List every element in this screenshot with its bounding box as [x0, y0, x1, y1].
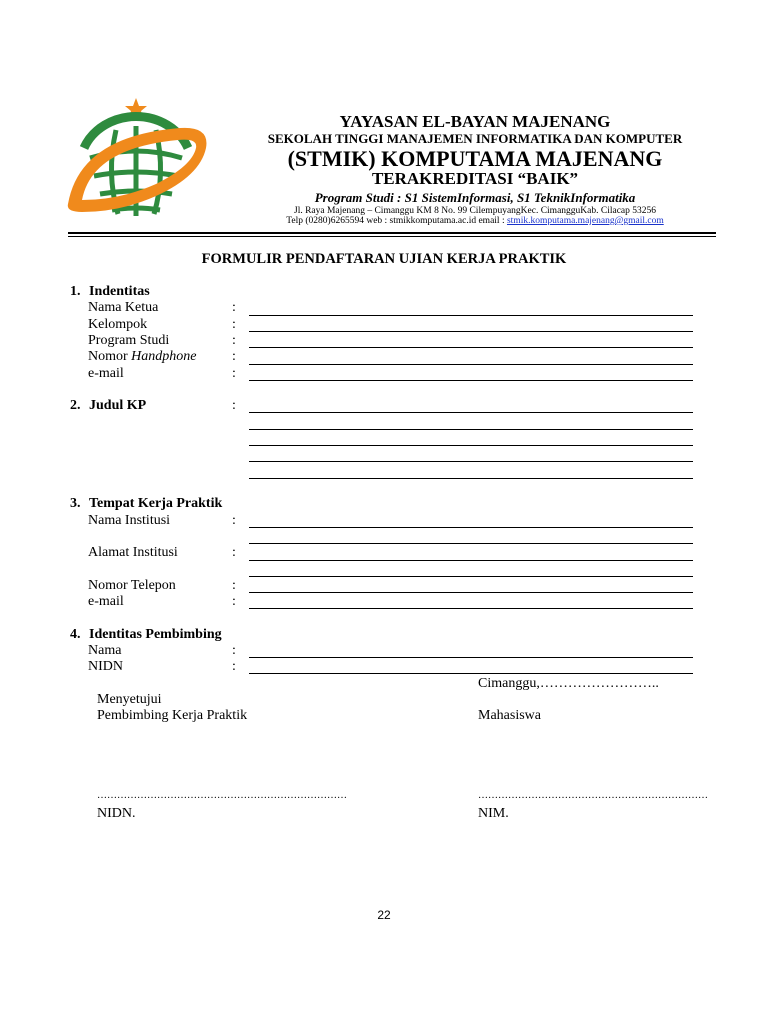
- colon: :: [232, 545, 236, 560]
- colon: :: [232, 300, 236, 315]
- input-line-judul-1[interactable]: [249, 412, 693, 413]
- school-name: SEKOLAH TINGGI MANAJEMEN INFORMATIKA DAN KOMPUTER: [267, 131, 683, 146]
- advisor-signature-line[interactable]: …………………………………………………………………: [97, 790, 347, 801]
- advisor-id-label: NIDN.: [97, 806, 136, 821]
- label-program-studi: Program Studi: [88, 333, 170, 348]
- place-date: Cimanggu,……………………..: [478, 676, 659, 691]
- input-line-nidn[interactable]: [249, 673, 693, 674]
- input-line-nama-institusi-2[interactable]: [249, 543, 693, 544]
- address-line: Jl. Raya Majenang – Cimanggu KM 8 No. 99 CilempuyangKec. CimangguKab. Cilacap 53256: [294, 206, 656, 216]
- globe-logo-icon: [60, 96, 212, 228]
- colon: :: [232, 513, 236, 528]
- section-judul-heading: [70, 398, 146, 414]
- label-email: e-mail: [88, 366, 124, 381]
- colon: :: [232, 317, 236, 332]
- section-title: Identitas Pembimbing: [89, 627, 222, 642]
- header-divider-thick: [68, 232, 716, 234]
- label-prefix: Nomor: [88, 349, 132, 364]
- colon: :: [232, 594, 236, 609]
- input-line-program-studi[interactable]: [249, 347, 693, 348]
- label-kelompok: Kelompok: [88, 317, 148, 332]
- colon: :: [232, 578, 236, 593]
- foundation-name: YAYASAN EL-BAYAN MAJENANG: [339, 112, 611, 131]
- contact-prefix: Telp (0280)6265594 web : stmikkomputama.ac.id email :: [286, 216, 507, 226]
- label-nomor-handphone: [88, 349, 197, 365]
- section-number: 4.: [70, 627, 81, 642]
- section-identity-heading: [70, 284, 150, 300]
- input-line-alamat-2[interactable]: [249, 576, 693, 577]
- form-title: FORMULIR PENDAFTARAN UJIAN KERJA PRAKTIK: [201, 251, 567, 267]
- study-programs: Program Studi : S1 SistemInformasi, S1 TeknikInformatika: [314, 190, 636, 205]
- label-nama-pembimbing: Nama: [88, 643, 122, 658]
- input-line-judul-5[interactable]: [249, 478, 693, 479]
- colon: :: [232, 349, 236, 364]
- accreditation-status: TERAKREDITASI “BAIK”: [371, 169, 579, 188]
- section-title: Judul KP: [89, 398, 147, 413]
- email-link[interactable]: stmik.komputama.majenang@gmail.com: [506, 216, 664, 226]
- label-italic: Handphone: [131, 349, 197, 364]
- label-nidn: NIDN: [88, 659, 123, 674]
- label-nama-institusi: Nama Institusi: [88, 513, 171, 528]
- section-number: 1.: [70, 284, 81, 299]
- input-line-judul-4[interactable]: [249, 461, 693, 462]
- section-title: Tempat Kerja Praktik: [89, 496, 223, 511]
- approval-label: Menyetujui: [97, 692, 162, 707]
- contact-line: [215, 216, 735, 226]
- label-email-institusi: e-mail: [88, 594, 124, 609]
- input-line-nama-institusi-1[interactable]: [249, 527, 693, 528]
- student-id-label: NIM.: [478, 806, 509, 821]
- section-number: 3.: [70, 496, 81, 511]
- student-signature-line[interactable]: ……………………………………………………………: [478, 790, 708, 801]
- section-title: Indentitas: [89, 284, 150, 299]
- page-number: 22: [377, 908, 391, 922]
- header-divider-thin: [68, 236, 716, 237]
- label-alamat-institusi: Alamat Institusi: [88, 545, 178, 560]
- section-number: 2.: [70, 398, 81, 413]
- input-line-nomor-telepon[interactable]: [249, 592, 693, 593]
- input-line-judul-2[interactable]: [249, 429, 693, 430]
- colon: :: [232, 333, 236, 348]
- colon: :: [232, 643, 236, 658]
- colon: :: [232, 659, 236, 674]
- input-line-nama-ketua[interactable]: [249, 315, 693, 316]
- student-role: Mahasiswa: [478, 708, 541, 723]
- section-tempat-heading: [70, 496, 222, 512]
- institution-title: (STMIK) KOMPUTAMA MAJENANG: [287, 146, 663, 171]
- colon: :: [232, 366, 236, 381]
- label-nomor-telepon: Nomor Telepon: [88, 578, 176, 593]
- input-line-nama-pembimbing[interactable]: [249, 657, 693, 658]
- input-line-nomor-handphone[interactable]: [249, 364, 693, 365]
- colon: :: [232, 398, 236, 413]
- input-line-email-institusi[interactable]: [249, 608, 693, 609]
- input-line-email[interactable]: [249, 380, 693, 381]
- advisor-role: Pembimbing Kerja Praktik: [97, 708, 248, 723]
- input-line-alamat-1[interactable]: [249, 560, 693, 561]
- section-pembimbing-heading: [70, 627, 222, 643]
- input-line-judul-3[interactable]: [249, 445, 693, 446]
- label-nama-ketua: Nama Ketua: [88, 300, 159, 315]
- input-line-kelompok[interactable]: [249, 331, 693, 332]
